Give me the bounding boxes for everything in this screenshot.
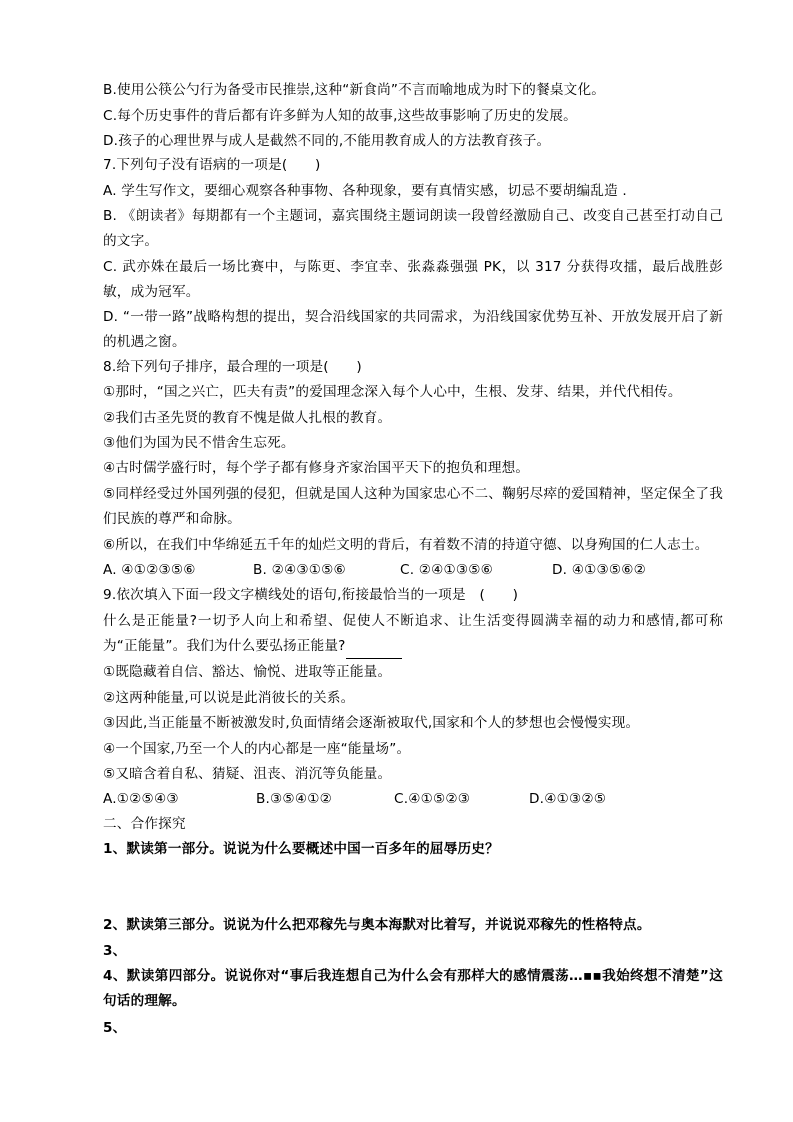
q8-options xyxy=(103,558,743,583)
q7-option-b: B. 《朗读者》每期都有一个主题词，嘉宾围绕主题词朗读一段曾经激励自己、改变自己甚至打动自己的文字。 xyxy=(103,208,723,249)
q8-option-c: C. ②④①③⑤⑥ xyxy=(400,562,494,578)
q9-sentence-3: ③因此,当正能量不断被激发时,负面情绪会逐渐被取代,国家和个人的梦想也会慢慢实现。 xyxy=(103,715,640,731)
q9-option-b: B.③⑤④①② xyxy=(256,791,332,807)
q8-sentence-1: ①那时，“国之兴亡，匹夫有责”的爱国理念深入每个人心中，生根、发芽、结果，并代代相传。 xyxy=(103,384,682,400)
q9-sentence-2: ②这两种能量,可以说是此消彼长的关系。 xyxy=(103,690,355,706)
q7-option-a: A. 学生写作文，要细心观察各种事物、各种现象，要有真情实感，切忌不要胡编乱造 . xyxy=(103,183,627,199)
q8-sentence-4: ④古时儒学盛行时，每个学子都有修身齐家治国平天下的抱负和理想。 xyxy=(103,460,530,476)
q6-option-b: B.使用公筷公勺行为备受市民推崇,这种“新食尚”不言而喻地成为时下的餐桌文化。 xyxy=(103,82,606,98)
q9-option-d: D.④①③②⑤ xyxy=(529,791,607,807)
q8-sentence-6: ⑥所以，在我们中华绵延五千年的灿烂文明的背后，有着数不清的持道守德、以身殉国的仁人志士。 xyxy=(103,537,709,553)
q7-option-c-wrap xyxy=(103,255,723,305)
exercise-5: 5、 xyxy=(103,1020,127,1036)
q8-sentence-3: ③他们为国为民不惜舍生忘死。 xyxy=(103,435,295,451)
q9-passage-wrap xyxy=(103,609,723,659)
q9-passage: 什么是正能量?一切予人向上和希望、促使人不断追求、让生活变得圆满幸福的动力和感情,都可称为“正能量”。我们为什么要弘扬正能量? xyxy=(103,613,723,654)
exercise-4-wrap xyxy=(103,964,723,1014)
exercise-1: 1、默读第一部分。说说为什么要概述中国一百多年的屈辱历史？ xyxy=(103,841,499,857)
q9-option-a: A.①②⑤④③ xyxy=(103,791,179,807)
exercise-2: 2、默读第三部分。说说为什么把邓稼先与奥本海默对比着写，并说说邓稼先的性格特点。 xyxy=(103,917,651,933)
q8-sentence-2: ②我们古圣先贤的教育不愧是做人扎根的教育。 xyxy=(103,410,392,426)
exercise-3: 3、 xyxy=(103,943,127,959)
question-7: 7.下列句子没有语病的一项是( ) xyxy=(103,157,321,173)
q7-option-d-wrap xyxy=(103,305,723,355)
q8-option-b: B. ②④③①⑤⑥ xyxy=(253,562,346,578)
q7-option-b-wrap xyxy=(103,204,723,254)
q7-option-d: D. “一带一路”战略构想的提出，契合沿线国家的共同需求，为沿线国家优势互补、开放发展开启了新的机遇之窗。 xyxy=(103,309,723,350)
q9-sentence-5: ⑤又暗含着自私、猜疑、沮丧、消沉等负能量。 xyxy=(103,766,392,782)
q7-option-c: C. 武亦姝在最后一场比赛中，与陈更、李宜幸、张淼淼强强 PK，以 317 分获得攻擂，最后战胜彭敏，成为冠军。 xyxy=(103,259,723,300)
q9-sentence-4: ④一个国家,乃至一个人的内心都是一座“能量场”。 xyxy=(103,741,411,757)
question-8: 8.给下列句子排序，最合理的一项是( ) xyxy=(103,359,362,375)
exercise-4: 4、默读第四部分。说说你对“事后我连想自己为什么会有那样大的感情震荡…▪▪我始终想不清楚”这句话的理解。 xyxy=(103,968,723,1009)
q9-options xyxy=(103,787,743,812)
q9-option-c: C.④①⑤②③ xyxy=(394,791,471,807)
q6-option-d: D.孩子的心理世界与成人是截然不同的,不能用教育成人的方法教育孩子。 xyxy=(103,133,551,149)
q8-option-d: D. ④①③⑤⑥② xyxy=(552,562,647,578)
q9-sentence-1: ①既隐藏着自信、豁达、愉悦、进取等正能量。 xyxy=(103,664,392,680)
section-heading: 二、合作探究 xyxy=(103,816,186,832)
q8-sentence-5-wrap xyxy=(103,482,723,532)
question-9: 9.依次填入下面一段文字横线处的语句,衔接最恰当的一项是 ( ) xyxy=(103,587,519,603)
q8-option-a: A. ④①②③⑤⑥ xyxy=(103,562,196,578)
q8-sentence-5: ⑤同样经受过外国列强的侵犯，但就是国人这种为国家忠心不二、鞠躬尽瘁的爱国精神，坚定保全了我们民族的尊严和命脉。 xyxy=(103,486,723,527)
q9-blank xyxy=(346,642,402,659)
q6-option-c: C.每个历史事件的背后都有许多鲜为人知的故事,这些故事影响了历史的发展。 xyxy=(103,108,577,124)
